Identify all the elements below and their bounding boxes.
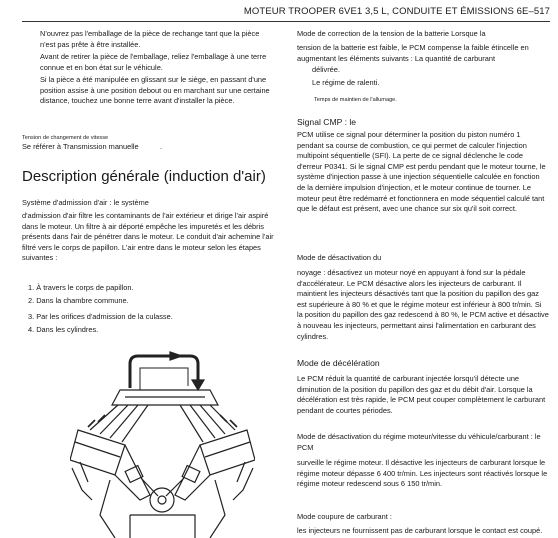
fuel-cutoff-title: Mode coupure de carburant : [297, 512, 392, 521]
airflow-arrow-inner [140, 368, 188, 390]
intro-paragraph-2: Avant de retirer la pièce de l'emballage, reliez l'emballage à une terre connue et en bon état sur le véhicule. [40, 52, 267, 72]
battery-note-ignition-dwell: Temps de maintien de l'allumage. [314, 97, 397, 103]
left-exhaust-manifold [72, 462, 92, 500]
airflow-arrowhead-right [170, 352, 182, 360]
flood-clear-body: noyage : désactivez un moteur noyé en appuyant à fond sur la pédale d'accélérateur. Le PCM désactive alors les injecteurs de carburant. Il maintient les injecteurs désactivés tant que la position du papillon des gaz est supérieure à 80 % et que le régime moteur est inférieur à 800 tr/min. Si la position du papillon des gaz redescend à 80 %, le PCM active et désactive à nouveau les injecteurs, permettant ainsi l'alimentation en carburant des cylindres. [297, 268, 549, 341]
right-exhaust-manifold [233, 462, 253, 500]
decel-mode-title: Mode de décélération [297, 358, 380, 368]
overspeed-mode-title: Mode de désactivation du régime moteur/vitesse du véhicule/carburant : le PCM [297, 432, 541, 452]
intake-step-2: 2. Dans la chambre commune. [28, 296, 129, 305]
shift-reference-text: Se référer à Transmission manuelle [22, 142, 139, 151]
right-cylinder-bore [175, 445, 210, 500]
overspeed-mode-body: surveille le régime moteur. Il désactive les injecteurs de carburant lorsque le régime moteur dépasse 6 400 tr/min. Les injecteurs sont réactivés lorsque le régime moteur redescend sous 6 150 tr/min. [297, 458, 548, 489]
air-system-body: d'admission d'air filtre les contaminants de l'air extérieur et dirige l'air aspiré dans le moteur. Un filtre à air déporté empêche les impuretés et les débris présents dans l'air de pénétrer dans le moteur. Le conduit d'air achemine l'air filtré vers le corps de papillon. L'air entre dans le moteur selon les étapes suivantes : [22, 211, 274, 263]
intake-step-3: 3. Par les orifices d'admission de la culasse. [28, 312, 173, 321]
decel-mode-body: Le PCM réduit la quantité de carburant injectée lorsqu'il détecte une diminution de la position du papillon des gaz et du débit d'air. Lorsque la décélération est très rapide, le PCM peut couper complètement le carburant pendant de courtes périodes. [297, 374, 546, 415]
battery-mode-body: tension de la batterie est faible, le PCM compense la faible étincelle en augmentant les éléments suivants : La quantité de carburant [297, 43, 529, 63]
left-cylinder-bore [115, 445, 150, 500]
intake-step-4: 4. Dans les cylindres. [28, 325, 99, 334]
shift-reference-dot: . [160, 142, 163, 151]
engine-block [100, 480, 225, 538]
cmp-signal-body: PCM utilise ce signal pour déterminer la position du piston numéro 1 pendant sa course de combustion, ce qui permet de calculer l'injection multipoint séquentielle (SFI). La perte de ce signal déclenche le code d'erreur P0341. Si le signal CMP est perdu pendant que le moteur tourne, le système d'injection passe à une injection séquentielle calculée en fonction de la dernière impulsion d'injection, et le moteur continue de tourner. Le moteur peut être redémarré et fonctionnera en mode séquentiel calculé tant que le défaut est présent, avec une chance sur six qu'il soit correct. [297, 130, 546, 214]
intro-paragraph-1: N'ouvrez pas l'emballage de la pièce de rechange tant que la pièce n'est pas prête à être installée. [40, 29, 260, 49]
section-title: Description générale (induction d'air) [22, 168, 266, 185]
air-system-label: Système d'admission d'air : le système [22, 198, 149, 207]
page-header-title: MOTEUR TROOPER 6VE1 3,5 L, CONDUITE ET ÉMISSIONS 6E–517 [243, 6, 550, 17]
battery-item-fuel-delivered: délivrée. [312, 65, 340, 74]
fuel-cutoff-body: les injecteurs ne fournissent pas de carburant lorsque le contact est coupé. [297, 526, 543, 535]
right-runner-arrows [220, 415, 237, 427]
left-cylinder-head [70, 430, 125, 475]
airflow-arrowhead-down [192, 380, 204, 390]
shift-voltage-label: Tension de changement de vitesse [22, 135, 109, 141]
right-piston [182, 466, 200, 483]
intro-paragraph-3: Si la pièce a été manipulée en glissant sur le siège, en passant d'une position assise à une position debout ou en marchant sur une certaine distance, touchez une bonne terre avant d'installer la pièce. [40, 75, 270, 106]
flood-clear-title: Mode de désactivation du [297, 253, 382, 262]
right-cylinder-head [200, 430, 255, 475]
battery-item-idle-speed: Le régime de ralenti. [312, 78, 380, 87]
engine-air-intake-diagram [70, 350, 255, 538]
intake-step-1: 1. À travers le corps de papillon. [28, 283, 134, 292]
left-runner-arrows [88, 415, 105, 427]
battery-mode-title: Mode de correction de la tension de la batterie Lorsque la [297, 29, 486, 38]
cmp-signal-title: Signal CMP : le [297, 117, 357, 127]
oil-pan [130, 515, 195, 538]
header-rule [22, 21, 550, 22]
left-piston [125, 466, 143, 483]
